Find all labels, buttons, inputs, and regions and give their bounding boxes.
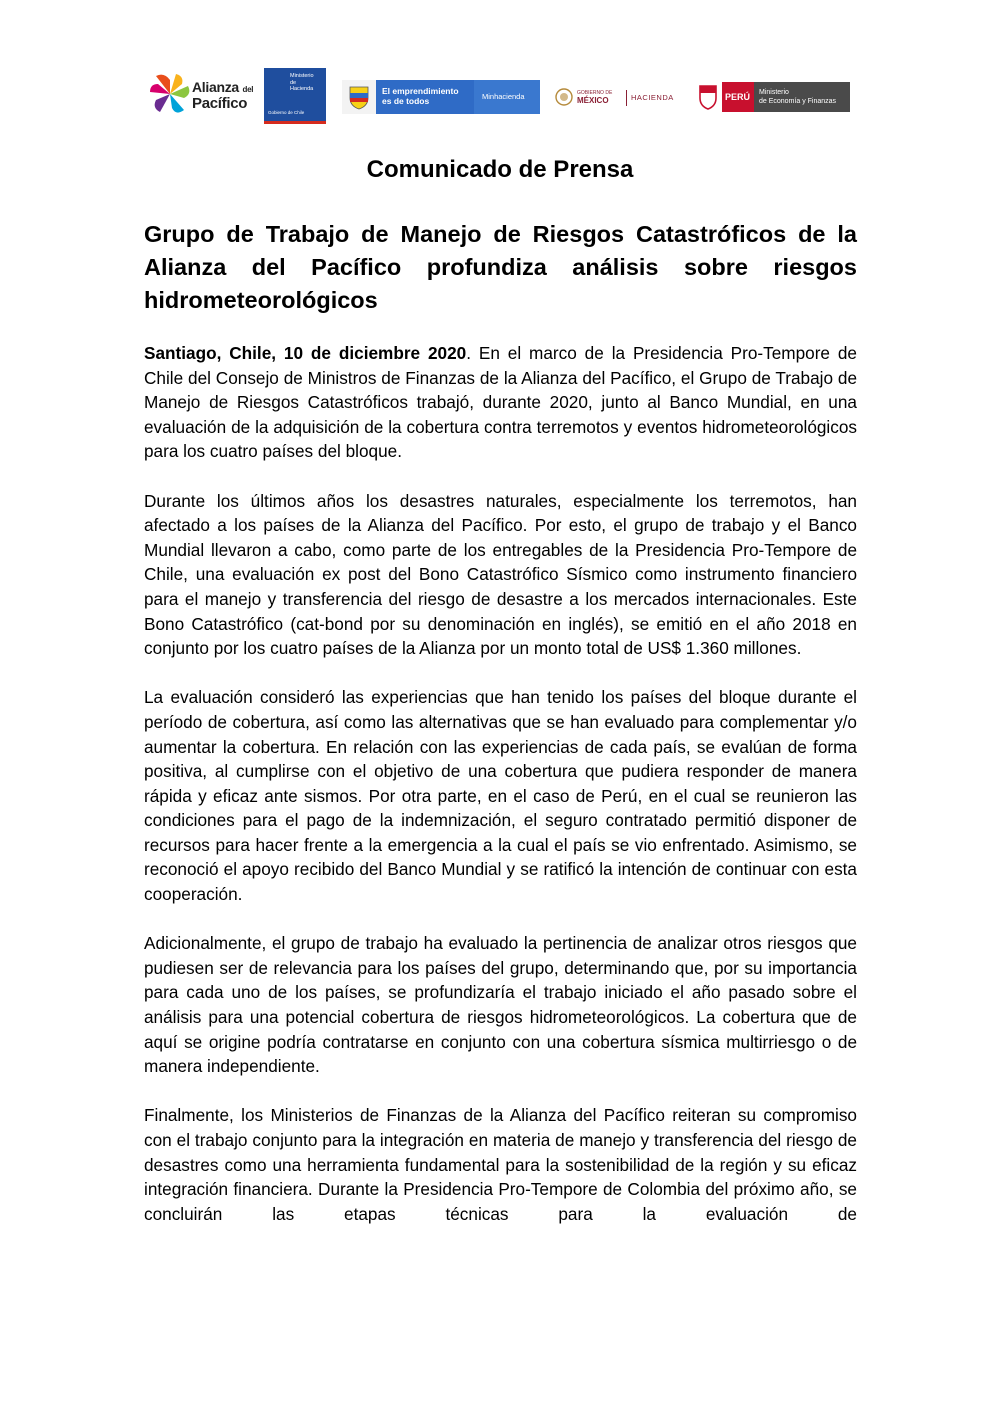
peru-line2: de Economía y Finanzas [759,97,837,105]
page-title: Comunicado de Prensa [366,156,634,183]
colombia-shield-icon [348,84,370,110]
mexico-line1: GOBIERNO DE [577,90,613,96]
alianza-line1-small: del [242,85,254,94]
colombia-right: Minhacienda [482,92,525,101]
logo-strip [148,66,853,128]
mexico-eagle-icon [555,88,573,106]
chile-line1: Ministerio [290,73,314,79]
alianza-line1: Alianza [192,79,239,95]
dateline: Santiago, Chile, 10 de diciembre 2020 [144,343,467,363]
alianza-del-pacifico-logo [148,70,253,122]
mexico-hacienda-logo [555,84,679,112]
chile-line3: Hacienda [290,86,314,92]
peru-badge: PERÚ [725,92,751,102]
paragraph-5: Finalmente, los Ministerios de Finanzas de la Alianza del Pacífico reiteran su compromiso con el trabajo conjunto para la integración en materia de manejo y transferencia del riesgo de desastres como una herramienta fundamental para la sostenibilidad de la región y su eficaz integración financiera. Durante la Presidencia Pro-Tempore de Colombia del próximo año, se concluirán las etapas técnicas para la evaluación de [144,1105,857,1224]
chile-line4: Gobierno de Chile [268,110,305,115]
paragraph-4: Adicionalmente, el grupo de trabajo ha evaluado la pertinencia de analizar otros riesgos que pudiesen ser de relevancia para los países del grupo, determinando que, por su importancia para cada uno de los países, se profundizaría el trabajo iniciado el año pasado sobre el análisis para una potencial cobertura de riesgos hidrometeorológicos. La cobertura que de aquí se origine podría contratarse en conjunto con una cobertura sísmica multirriesgo o de manera independiente. [144,933,857,1077]
peru-mef-logo [698,80,850,114]
peru-line1: Ministerio [759,89,789,96]
peru-shield-icon [698,84,718,110]
paragraph-3: La evaluación consideró las experiencias que han tenido los países del bloque durante el período de cobertura, así como las alternativas que se han evaluado para complementar y/o aumentar la cobertura. En relación con las experiencias de cada país, se evalúan de forma positiva, al cumplirse con el objetivo de una cobertura que pudiera responder de manera rápida y eficaz ante sismos. Por otra parte, en el caso de Perú, en el cual se reunieron las condiciones para el pago de la indemnización, el seguro contratado permitió disponer de recursos para hacer frente a la emergencia a la cual el país se vio enfrentado. Asimismo, se reconoció el apoyo recibido del Banco Mundial y se ratificó la intención de continuar con esta cooperación. [144,687,857,905]
colombia-line1: El emprendimiento [382,86,459,96]
alianza-flower-icon [148,70,192,118]
alianza-line2: Pacífico [192,95,248,112]
colombia-line2: es de todos [382,95,430,106]
colombia-minhacienda-logo [342,80,540,114]
chile-hacienda-logo [264,68,326,124]
document-body [144,341,857,1226]
paragraph-1 [144,341,857,464]
mexico-line2: MÉXICO [577,96,609,105]
headline: Grupo de Trabajo de Manejo de Riesgos Catastróficos de la Alianza del Pacífico profundiza análisis sobre riesgos hidrometeorológicos [144,221,857,313]
paragraph-2: Durante los últimos años los desastres naturales, especialmente los terremotos, han afectado a los países de la Alianza del Pacífico. Por esto, el grupo de trabajo y el Banco Mundial llevaron a cabo, como parte de los entregables de la Presidencia Pro-Tempore de Chile, una evaluación ex post del Bono Catastrófico Sísmico como instrumento financiero para el manejo y transferencia del riesgo de desastre a los mercados internacionales. Este Bono Catastrófico (cat-bond por su denominación en inglés), se emitió en el año 2018 en conjunto por los cuatro países de la Alianza por un monto total de US$ 1.360 millones. [144,490,857,659]
paragraph-1-text: . En el marco de la Presidencia Pro-Tempore de Chile del Consejo de Ministros de Finanzas de la Alianza del Pacífico, el Grupo de Trabajo de Manejo de Riesgos Catastróficos trabajó, durante 2020, junto al Banco Mundial, en una evaluación de la adquisición de la cobertura contra terremotos y eventos hidrometeorológicos para los cuatro países del bloque. [144,343,857,462]
chile-line2: de [290,79,297,86]
mexico-right: HACIENDA [631,93,674,102]
